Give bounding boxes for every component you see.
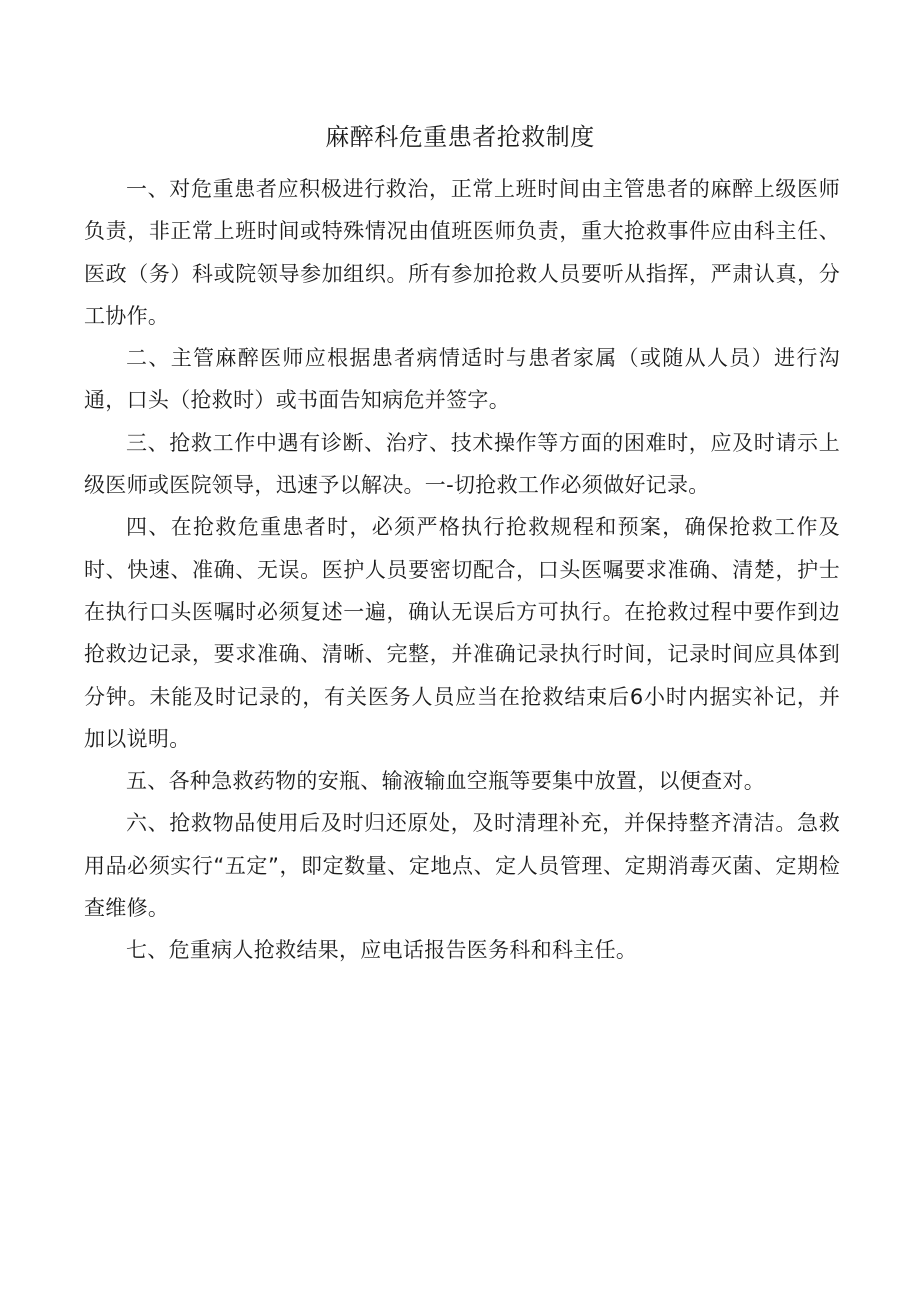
paragraph-4: 四、在抢救危重患者时，必须严格执行抢救规程和预案，确保抢救工作及时、快速、准确、无误。医护人员要密切配合，口头医嘱要求准确、清楚，护士在执行口头医嘱时必须复述一遍，确认无误后方可执行。在抢救过程中要作到边抢救边记录，要求准确、清晰、完整，并准确记录执行时间，记录时间应具体到分钟。未能及时记录的，有关医务人员应当在抢救结束后6小时内据实补记，并加以说明。 [84, 515, 840, 751]
paragraph-6: 六、抢救物品使用后及时归还原处，及时清理补充，并保持整齐清洁。急救用品必须实行“五定”，即定数量、定地点、定人员管理、定期消毒灭菌、定期检查维修。 [84, 811, 840, 921]
paragraph-7: 七、危重病人抢救结果，应电话报告医务科和科主任。 [126, 938, 638, 963]
paragraph-2: 二、主管麻醉医师应根据患者病情适时与患者家属（或随从人员）进行沟通，口头（抢救时）或书面告知病危并签字。 [84, 346, 840, 413]
paragraph-5: 五、各种急救药物的安瓶、输液输血空瓶等要集中放置，以便查对。 [126, 769, 765, 794]
paragraph-1: 一、对危重患者应积极进行救治，正常上班时间由主管患者的麻醉上级医师负责，非正常上班时间或特殊情况由值班医师负责，重大抢救事件应由科主任、医政（务）科或院领导参加组织。所有参加抢救人员要听从指挥，严肃认真，分工协作。 [84, 177, 840, 328]
paragraph-3: 三、抢救工作中遇有诊断、治疗、技术操作等方面的困难时，应及时请示上级医师或医院领导，迅速予以解决。一-切抢救工作必须做好记录。 [84, 430, 840, 498]
document-title: 麻醉科危重患者抢救制度 [325, 123, 595, 151]
document-body [84, 168, 840, 972]
